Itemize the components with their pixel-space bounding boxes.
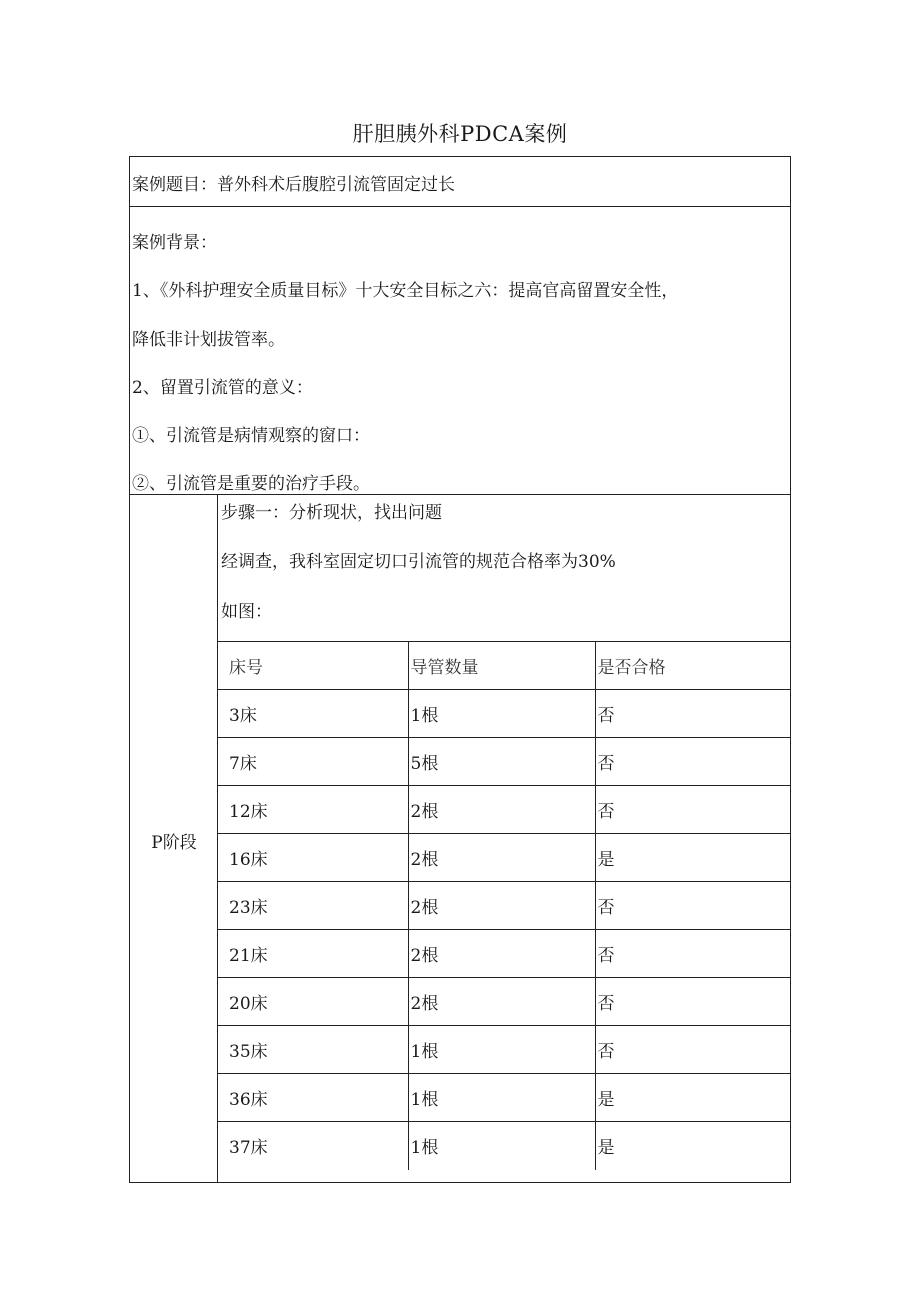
survey-finding: 经调查，我科室固定切口引流管的规范合格率为30% xyxy=(221,552,616,572)
figure-note: 如图： xyxy=(221,602,272,622)
qualified-cell: 否 xyxy=(595,930,790,978)
tube-count-cell: 5根 xyxy=(408,738,595,786)
tube-count-cell: 1根 xyxy=(408,690,595,738)
table-row xyxy=(218,1122,790,1170)
tube-count-cell: 2根 xyxy=(408,978,595,1026)
table-row xyxy=(218,1026,790,1074)
bed-number-cell: 7床 xyxy=(218,738,408,786)
table-row xyxy=(218,1074,790,1122)
step-heading: 步骤一：分析现状，找出问题 xyxy=(221,503,442,523)
bed-number-cell: 16床 xyxy=(218,834,408,882)
qualified-cell: 否 xyxy=(595,1026,790,1074)
table-row xyxy=(218,786,790,834)
tube-count-cell: 2根 xyxy=(408,930,595,978)
case-table xyxy=(129,156,791,1183)
bed-number-cell: 23床 xyxy=(218,882,408,930)
bed-number-cell: 36床 xyxy=(218,1074,408,1122)
table-row xyxy=(218,690,790,738)
table-row xyxy=(218,738,790,786)
table-row xyxy=(218,834,790,882)
case-topic: 案例题目：普外科术后腹腔引流管固定过长 xyxy=(132,175,455,195)
background-line: ①、引流管是病情观察的窗口： xyxy=(132,426,370,446)
p-phase-label-cell xyxy=(130,495,218,1182)
header-bed-number: 床号 xyxy=(218,642,408,690)
case-background-row xyxy=(130,207,790,495)
tube-count-cell: 2根 xyxy=(408,882,595,930)
bed-number-cell: 3床 xyxy=(218,690,408,738)
p-phase-label: P阶段 xyxy=(151,833,197,853)
qualified-cell: 否 xyxy=(595,978,790,1026)
tube-count-cell: 1根 xyxy=(408,1026,595,1074)
p-phase-content xyxy=(218,495,790,1182)
header-qualified: 是否合格 xyxy=(595,642,790,690)
bed-number-cell: 12床 xyxy=(218,786,408,834)
header-tube-count: 导管数量 xyxy=(408,642,595,690)
qualified-cell: 是 xyxy=(595,1074,790,1122)
background-line: 降低非计划拔管率。 xyxy=(132,330,285,350)
document-title: 肝胆胰外科PDCA案例 xyxy=(352,122,568,146)
qualified-cell: 否 xyxy=(595,690,790,738)
tube-count-cell: 2根 xyxy=(408,834,595,882)
bed-number-cell: 20床 xyxy=(218,978,408,1026)
tube-count-cell: 1根 xyxy=(408,1122,595,1170)
qualified-cell: 否 xyxy=(595,882,790,930)
tube-count-cell: 1根 xyxy=(408,1074,595,1122)
bed-drainage-table xyxy=(218,641,790,1170)
table-row xyxy=(218,978,790,1026)
qualified-cell: 否 xyxy=(595,738,790,786)
qualified-cell: 是 xyxy=(595,1122,790,1170)
qualified-cell: 是 xyxy=(595,834,790,882)
bed-number-cell: 37床 xyxy=(218,1122,408,1170)
bed-number-cell: 21床 xyxy=(218,930,408,978)
table-header-row xyxy=(218,642,790,690)
background-line: ②、引流管是重要的治疗手段。 xyxy=(132,474,370,494)
table-row xyxy=(218,930,790,978)
bed-number-cell: 35床 xyxy=(218,1026,408,1074)
tube-count-cell: 2根 xyxy=(408,786,595,834)
case-topic-row xyxy=(130,157,790,207)
table-row xyxy=(218,882,790,930)
background-line: 2、留置引流管的意义： xyxy=(132,378,313,398)
background-heading: 案例背景： xyxy=(132,233,217,253)
background-line: 1、《外科护理安全质量目标》十大安全目标之六：提高官高留置安全性， xyxy=(132,281,679,301)
qualified-cell: 否 xyxy=(595,786,790,834)
